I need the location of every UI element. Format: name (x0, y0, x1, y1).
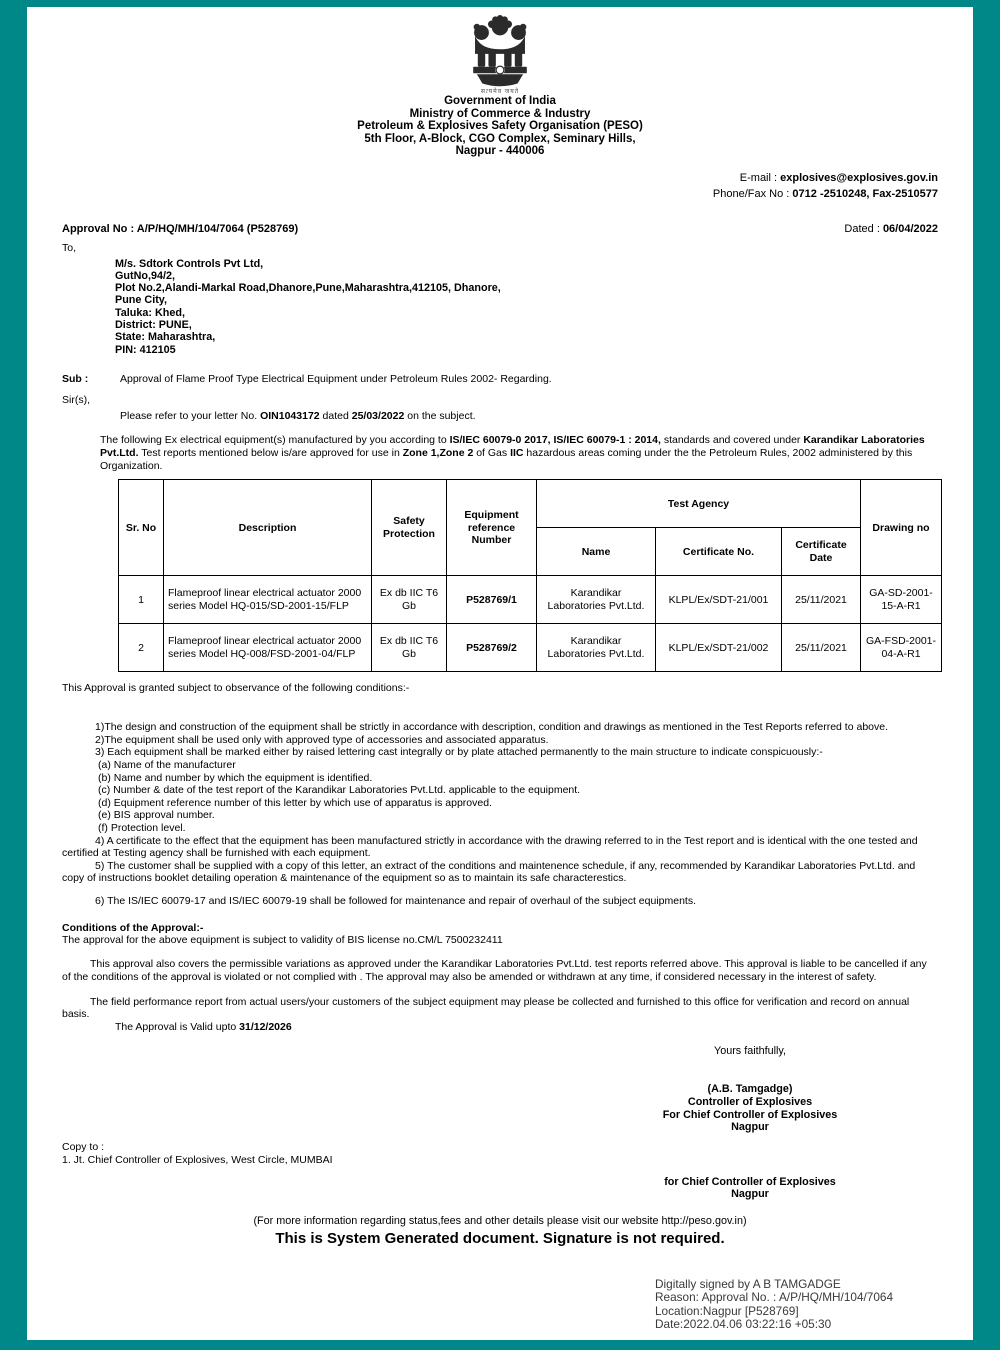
org-line-country: Government of India (444, 95, 556, 107)
ref-pre: Please refer to your letter No. (120, 410, 261, 423)
subject-label: Sub : (62, 372, 89, 385)
email-line (62, 170, 938, 186)
col-header-description: Description (164, 480, 372, 576)
cell-certificate-date: 25/11/2021 (782, 576, 861, 624)
cell-description: Flameproof linear electrical actuator 2000 series Model HQ-008/FSD-2001-04/FLP (164, 624, 372, 672)
copy-to-label: Copy to : (62, 1140, 105, 1153)
intro-lab: Karandikar Laboratories Pvt.Ltd. (100, 434, 925, 459)
phone-value: 0712 -2510248, Fax-2510577 (792, 187, 938, 200)
emblem-motto: सत्यमेव जयते (480, 89, 520, 95)
condition-3f: (f) Protection level. (98, 821, 186, 834)
copy-to-item: 1. Jt. Chief Controller of Explosives, West Circle, MUMBAI (62, 1153, 333, 1166)
condition-3a: (a) Name of the manufacturer (98, 758, 236, 771)
salutation: Sir(s), (62, 394, 90, 407)
cell-drawing-no: GA-FSD-2001-04-A-R1 (861, 624, 942, 672)
cell-certificate-date: 25/11/2021 (782, 624, 861, 672)
email-label: E-mail : (739, 171, 781, 184)
for-chief-block (595, 1176, 905, 1201)
signer-block (595, 1083, 905, 1133)
addressee-line: M/s. Sdtork Controls Pvt Ltd, (115, 257, 264, 270)
cell-agency: Karandikar Laboratories Pvt.Ltd. (537, 576, 656, 624)
digsig-date: Date:2022.04.06 03:22:16 +05:30 (655, 1317, 832, 1332)
equipment-approval-table (118, 479, 942, 672)
org-line-ministry: Ministry of Commerce & Industry (409, 107, 591, 120)
letter-content (27, 7, 973, 1340)
ref-mid: dated (319, 410, 352, 423)
col-header-sr-no: Sr. No (119, 480, 164, 576)
approval-number: Approval No : A/P/HQ/MH/104/7064 (P528769) (62, 222, 299, 235)
col-header-equipment-ref: Equipment reference Number (447, 480, 537, 576)
condition-2: 2)The equipment shall be used only with approved type of accessories and associated apparatus. (95, 733, 549, 746)
dated-label: Dated : (844, 222, 883, 235)
digsig-signed-by: Digitally signed by A B TAMGADGE (655, 1277, 841, 1291)
cell-equipment-ref: P528769/2 (447, 624, 537, 672)
cell-safety: Ex db IIC T6 Gb (372, 624, 447, 672)
intro-seg: The following Ex electrical equipment(s) manufactured by you according to (100, 434, 450, 447)
cell-certificate-no: KLPL/Ex/SDT-21/001 (656, 576, 782, 624)
intro-seg: hazardous areas coming under the the Petroleum Rules, 2002 administered by this Organization. (100, 446, 913, 472)
reference-line (120, 410, 938, 422)
condition-3d: (d) Equipment reference number of this letter by which use of apparatus is approved. (98, 796, 492, 809)
condition-3c: (c) Number & date of the test report of the Karandikar Laboratories Pvt.Ltd. applicable to the equipment. (98, 784, 581, 797)
addressee-line: Plot No.2,Alandi-Markal Road,Dhanore,Pune,Maharashtra,412105, Dhanore, (115, 282, 501, 295)
org-line-city: Nagpur - 440006 (455, 145, 545, 157)
cell-sr: 1 (119, 576, 164, 624)
col-header-test-agency: Test Agency (537, 480, 861, 528)
cell-safety: Ex db IIC T6 Gb (372, 576, 447, 624)
condition-5: 5) The customer shall be supplied with a copy of this letter, an extract of the conditions and maintenence schedule, if any, recommended by Karandikar Laboratories Pvt.Ltd. and copy of instructions booklet detailing operation & maintenance of the equipment so as to maintain its safe characterestics. (62, 859, 916, 885)
addressee-line: GutNo,94/2, (115, 269, 175, 282)
condition-3e: (e) BIS approval number. (98, 809, 215, 822)
validity-pre: The Approval is Valid upto (115, 1020, 240, 1033)
cell-agency: Karandikar Laboratories Pvt.Ltd. (537, 624, 656, 672)
cell-certificate-no: KLPL/Ex/SDT-21/002 (656, 624, 782, 672)
condition-6: 6) The IS/IEC 60079-17 and IS/IEC 60079-19 shall be followed for maintenance and repair of overhaul of the subject equipments. (95, 894, 697, 907)
system-generated-note: This is System Generated document. Signature is not required. (275, 1230, 725, 1247)
to-label: To, (62, 241, 77, 254)
addressee-line: PIN: 412105 (115, 343, 176, 356)
intro-seg: of Gas (473, 446, 511, 459)
signer-title-2: For Chief Controller of Explosives (662, 1108, 838, 1121)
copy-to-block (62, 1141, 938, 1167)
signer-place: Nagpur (731, 1121, 769, 1134)
org-line-department: Petroleum & Explosives Safety Organisation (PESO) (357, 120, 643, 132)
validity-date: 31/12/2026 (239, 1020, 292, 1033)
intro-seg: standards and covered under (660, 434, 804, 447)
subject-text: Approval of Flame Proof Type Electrical Equipment under Petroleum Rules 2002- Regarding. (120, 372, 552, 385)
digital-signature-block (655, 1278, 893, 1332)
addressee-line: Taluka: Khed, (115, 306, 185, 319)
validity-line (115, 1021, 938, 1033)
email-value: explosives@explosives.gov.in (780, 171, 938, 184)
cell-description: Flameproof linear electrical actuator 2000 series Model HQ-015/SD-2001-15/FLP (164, 576, 372, 624)
closing-line: Yours faithfully, (713, 1044, 787, 1057)
org-line-address: 5th Floor, A-Block, CGO Complex, Seminary Hills, (364, 132, 636, 145)
ref-post: on the subject. (404, 410, 476, 423)
ref-letter-no: OIN1043172 (260, 410, 320, 423)
intro-standards: IS/IEC 60079-0 2017, IS/IEC 60079-1 : 2014, (449, 434, 661, 447)
addressee-line: Pune City, (115, 294, 167, 307)
addressee-block (115, 258, 938, 356)
conditions-intro: This Approval is granted subject to observance of the following conditions:- (62, 682, 410, 695)
dated (844, 223, 938, 235)
condition-3: 3) Each equipment shall be marked either by raised lettering cast integrally or by plate attached permanently to the main structure to indicate conspicuously:- (95, 746, 823, 759)
table-row (119, 576, 942, 624)
subject-row (62, 373, 938, 386)
intro-zones: Zone 1,Zone 2 (402, 446, 474, 459)
footer-info: (For more information regarding status,fees and other details please visit our website http://peso.gov.in) (253, 1215, 747, 1227)
condition-4: 4) A certificate to the effect that the equipment has been manufactured strictly in accordance with the drawing referred to in the Test report and is identical with the one tested and certified at Testing agency shall be furnished with each equipment. (62, 834, 918, 860)
for-chief-place: Nagpur (731, 1188, 769, 1201)
cell-drawing-no: GA-SD-2001-15-A-R1 (861, 576, 942, 624)
variations-paragraph: This approval also covers the permissible variations as approved under the Karandikar Laboratories Pvt.Ltd. test reports referred above. This approval is liable to be cancelled if any of the conditions of the approval is violated or not complied with . The approval may also be amended or withdrawn at any time, if considered necessary in the interest of safety. (62, 958, 927, 984)
digsig-reason: Reason: Approval No. : A/P/HQ/MH/104/7064 (655, 1290, 894, 1305)
ref-date: 25/03/2022 (351, 410, 405, 423)
conditions-of-approval-heading: Conditions of the Approval:- (62, 921, 204, 934)
signer-name: (A.B. Tamgadge) (707, 1083, 793, 1096)
col-header-certificate-no: Certificate No. (656, 528, 782, 576)
signer-title-1: Controller of Explosives (687, 1096, 813, 1109)
col-header-drawing-no: Drawing no (861, 480, 942, 576)
condition-3b: (b) Name and number by which the equipment is identified. (98, 771, 373, 784)
intro-paragraph (100, 434, 938, 472)
field-report-paragraph: The field performance report from actual users/your customers of the subject equipment may please be collected and furnished to this office for verification and record on annual basis. (62, 995, 910, 1021)
for-chief-line: for Chief Controller of Explosives (664, 1175, 836, 1188)
conditions-list (62, 721, 938, 885)
letterhead (62, 7, 938, 158)
addressee-line: State: Maharashtra, (115, 331, 216, 344)
col-header-certificate-date: Certificate Date (782, 528, 861, 576)
table-row (119, 624, 942, 672)
intro-seg: Test reports mentioned below is/are approved for use in (138, 446, 403, 459)
phone-line (62, 186, 938, 202)
dated-value: 06/04/2022 (882, 222, 938, 235)
addressee-line: District: PUNE, (115, 318, 192, 331)
bis-license-line: The approval for the above equipment is subject to validity of BIS license no.CM/L 7500232411 (62, 933, 503, 946)
ashoka-emblem-icon (466, 15, 534, 89)
intro-gas-group: IIC (510, 446, 524, 459)
contact-block (62, 170, 938, 202)
cell-equipment-ref: P528769/1 (447, 576, 537, 624)
cell-sr: 2 (119, 624, 164, 672)
condition-1: 1)The design and construction of the equipment shall be strictly in accordance with description, condition and drawings as mentioned in the Test Reports referred to above. (95, 721, 889, 734)
digsig-location: Location:Nagpur [P528769] (655, 1303, 799, 1318)
col-header-agency-name: Name (537, 528, 656, 576)
col-header-safety-protection: Safety Protection (372, 480, 447, 576)
phone-label: Phone/Fax No : (712, 187, 793, 200)
approval-meta-row (62, 223, 938, 235)
